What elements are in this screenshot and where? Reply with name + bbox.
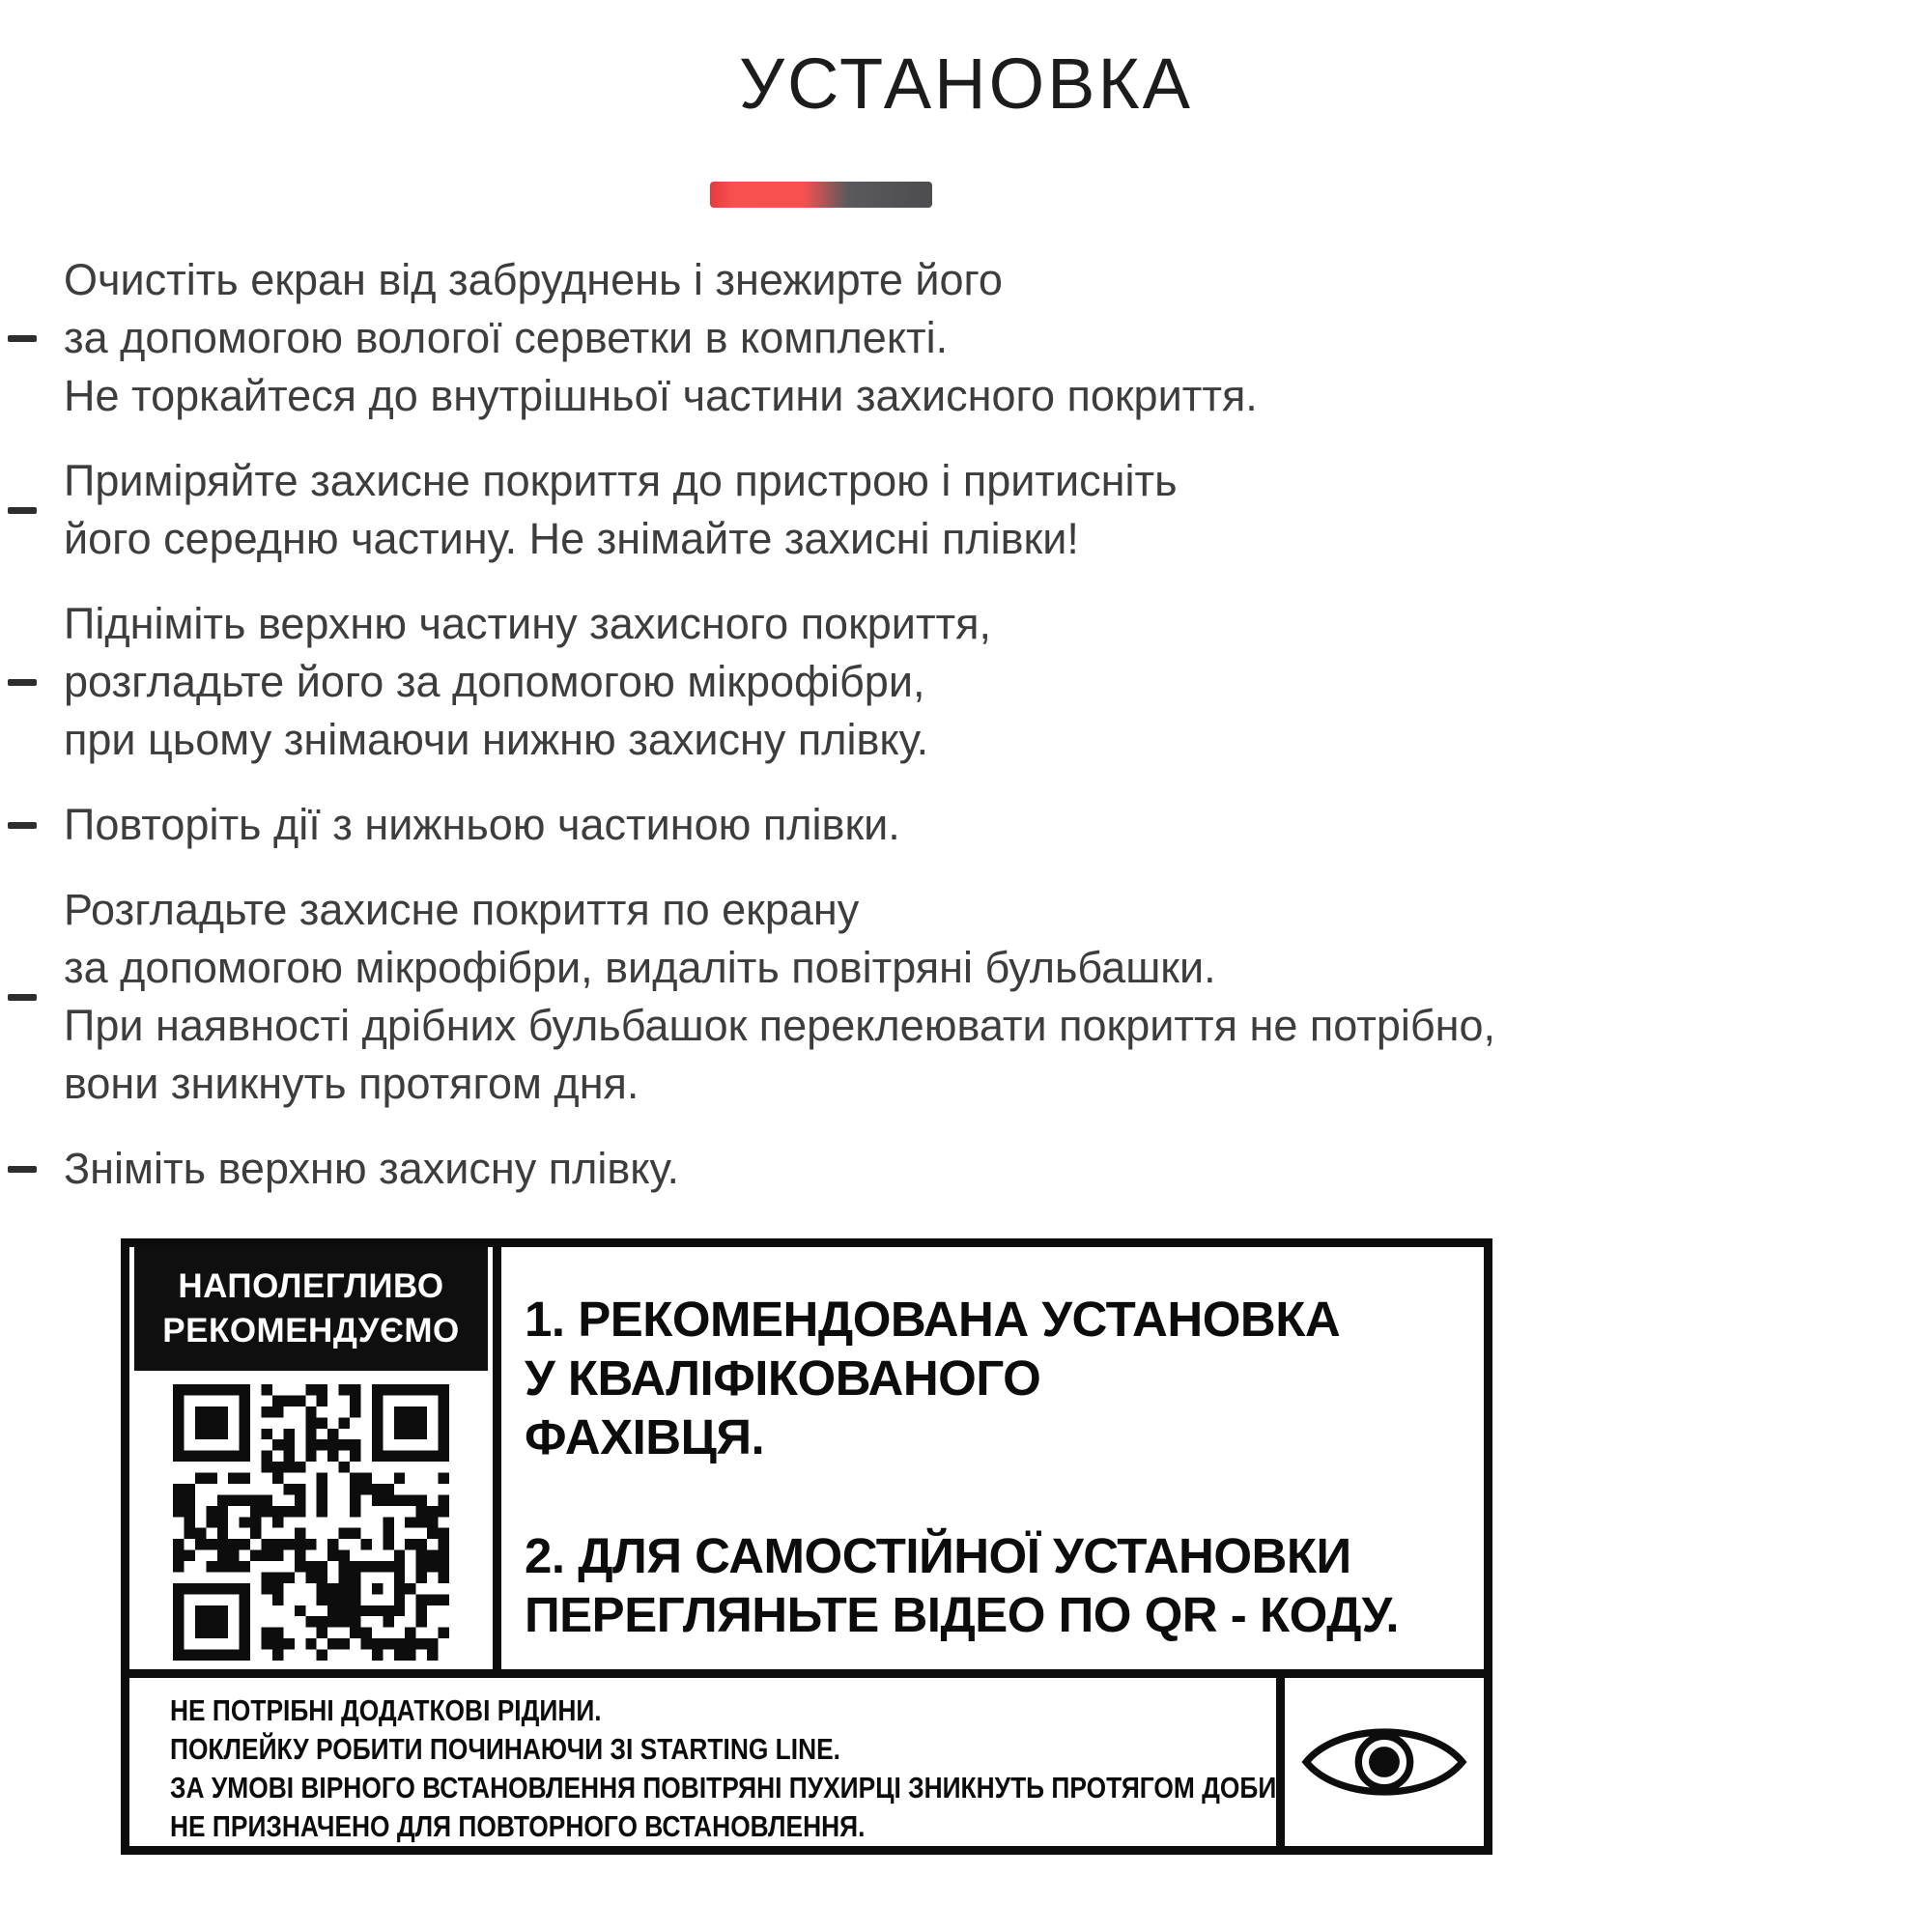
recommendation-box bbox=[121, 1238, 1492, 1855]
badge-line-1: НАПОЛЕГЛИВО bbox=[178, 1267, 444, 1305]
footnote-line: НЕ ПРИЗНАЧЕНО ДЛЯ ПОВТОРНОГО ВСТАНОВЛЕННЯ. bbox=[170, 1809, 866, 1843]
footnote-line: ПОКЛЕЙКУ РОБИТИ ПОЧИНАЮЧИ ЗІ STARTING LINE. bbox=[170, 1732, 841, 1766]
list-item bbox=[8, 881, 1901, 1113]
instruction-text: Повторіть дії з нижньою частиною плівки. bbox=[64, 800, 900, 849]
eye-panel bbox=[1285, 1678, 1484, 1846]
dash-bullet-icon bbox=[8, 335, 37, 342]
strongly-recommend-badge bbox=[134, 1247, 488, 1371]
recommendation-box-top-row bbox=[129, 1247, 1484, 1678]
page-title: УСТАНОВКА bbox=[739, 43, 1193, 124]
instruction-text: Приміряйте захисне покриття до пристрою і притисніть його середню частину. Не знімайте захисні плівки! bbox=[64, 456, 1178, 563]
instruction-text: Розгладьте захисне покриття по екрану за допомогою мікрофібри, видаліть повітряні бульбашки. При наявності дрібних бульбашок переклеювати покриття не потрібно, вони зникнуть протягом дня. bbox=[64, 885, 1496, 1108]
title-divider-bar bbox=[710, 182, 932, 208]
dash-bullet-icon bbox=[8, 679, 37, 686]
list-item bbox=[8, 452, 1901, 568]
list-item bbox=[8, 1140, 1901, 1198]
list-item bbox=[8, 251, 1901, 425]
footnotes bbox=[129, 1678, 1285, 1846]
recommendation-items bbox=[501, 1247, 1484, 1669]
dash-bullet-icon bbox=[8, 507, 37, 514]
footnote-line: ЗА УМОВІ ВІРНОГО ВСТАНОВЛЕННЯ ПОВІТРЯНІ ПУХИРЦІ ЗНИКНУТЬ ПРОТЯГОМ ДОБИ. bbox=[170, 1771, 1284, 1804]
list-item bbox=[8, 796, 1901, 854]
recommendation-item: 1. РЕКОМЕНДОВАНА УСТАНОВКА У КВАЛІФІКОВАНОГО ФАХІВЦЯ. bbox=[525, 1292, 1341, 1464]
qr-panel bbox=[129, 1247, 501, 1669]
footnote-line: НЕ ПОТРІБНІ ДОДАТКОВІ РІДИНИ. bbox=[170, 1693, 602, 1727]
dash-bullet-icon bbox=[8, 1166, 37, 1173]
instruction-text: Очистіть екран від забруднень і знежирте його за допомогою вологої серветки в комплекті. Не торкайтеся до внутрішньої частини захисного покриття. bbox=[64, 255, 1258, 420]
instruction-text: Зніміть верхню захисну плівку. bbox=[64, 1144, 679, 1193]
recommendation-item: 2. ДЛЯ САМОСТІЙНОЇ УСТАНОВКИ ПЕРЕГЛЯНЬТЕ ВІДЕО ПО QR - КОДУ. bbox=[525, 1528, 1400, 1642]
dash-bullet-icon bbox=[8, 994, 37, 1001]
qr-code-icon bbox=[173, 1384, 449, 1661]
eye-icon bbox=[1301, 1719, 1467, 1805]
instruction-list bbox=[8, 251, 1901, 1198]
badge-line-2: РЕКОМЕНДУЄМО bbox=[162, 1312, 460, 1350]
list-item bbox=[8, 595, 1901, 769]
instruction-text: Підніміть верхню частину захисного покриття, розгладьте його за допомогою мікрофібри, при цьому знімаючи нижню захисну плівку. bbox=[64, 599, 992, 764]
dash-bullet-icon bbox=[8, 822, 37, 829]
recommendation-box-bottom-row bbox=[129, 1678, 1484, 1846]
